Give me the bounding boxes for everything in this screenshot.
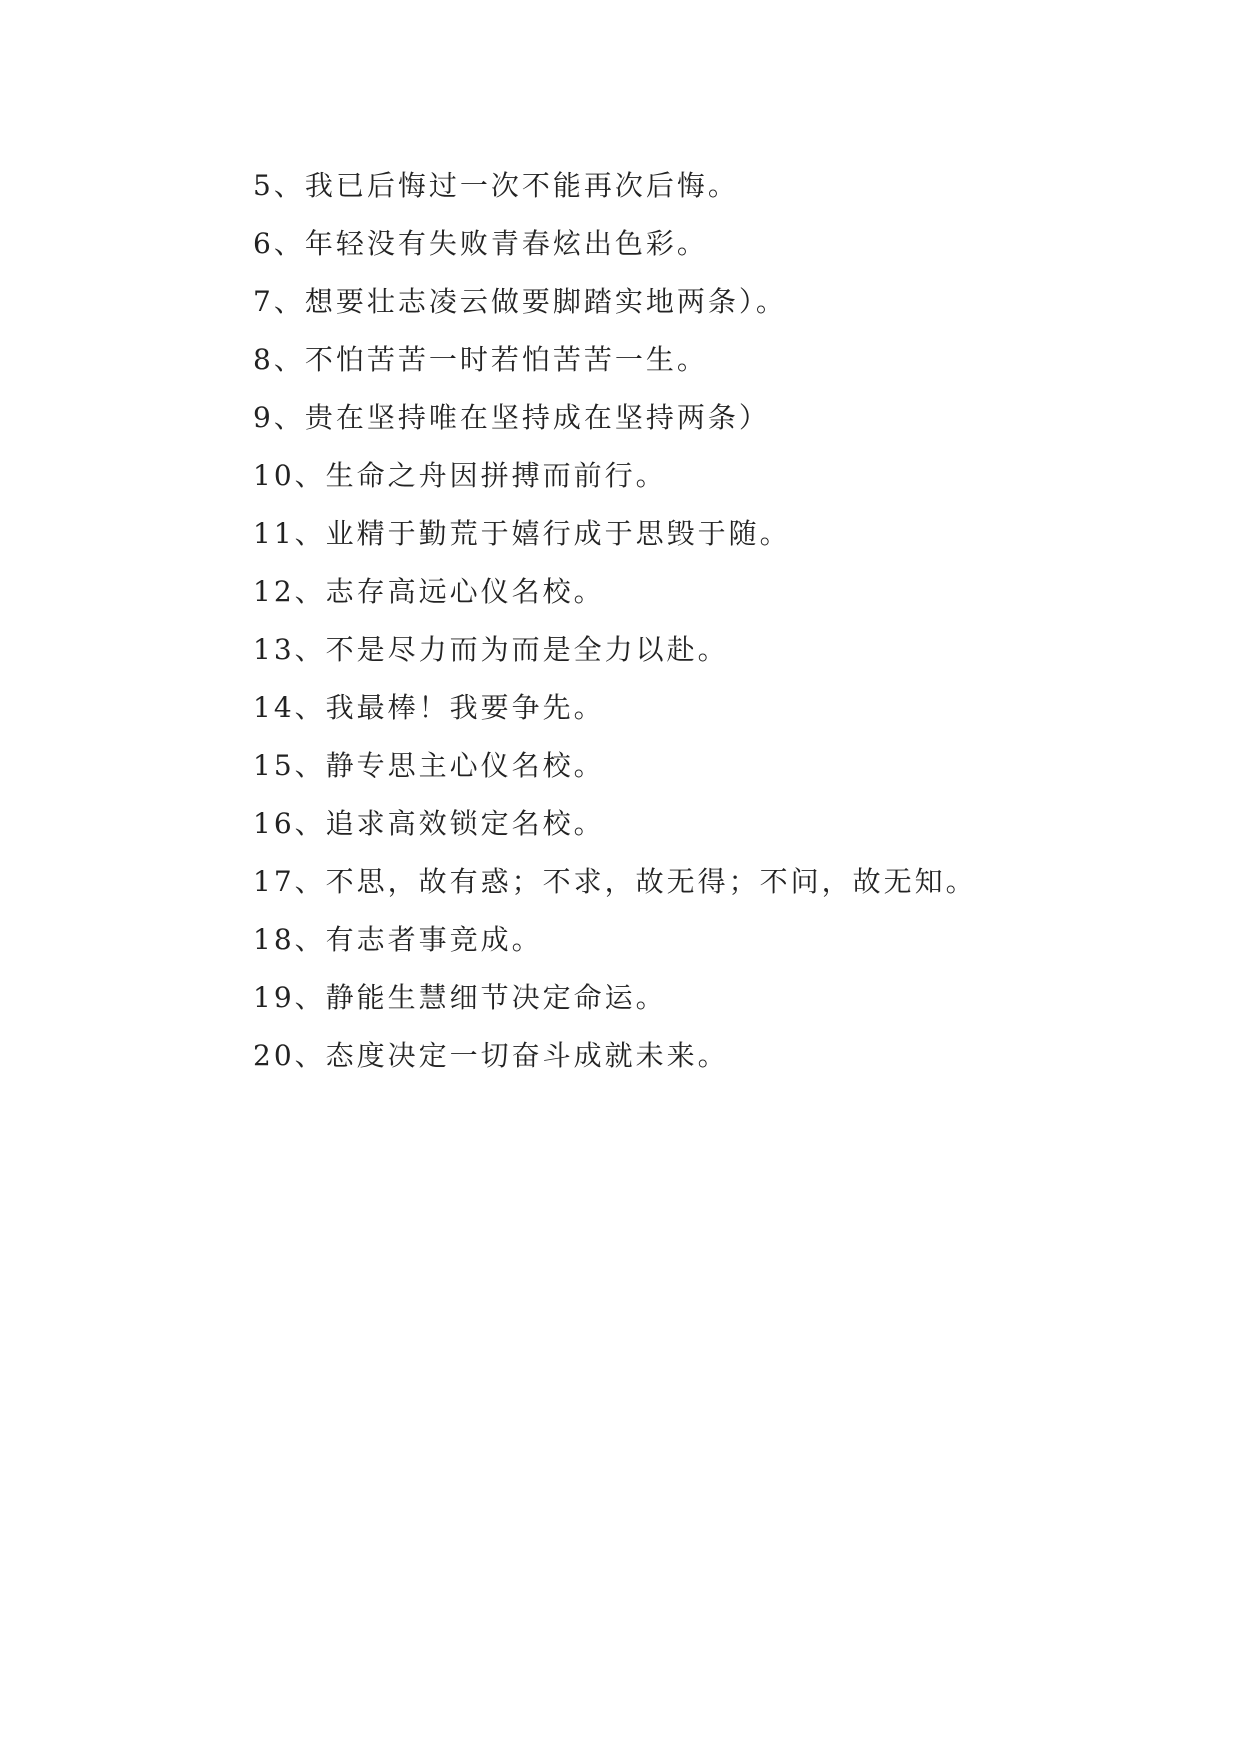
motto-line: 14、我最棒！我要争先。 bbox=[253, 691, 605, 724]
motto-line: 16、追求高效锁定名校。 bbox=[253, 807, 605, 840]
motto-line: 9、贵在坚持唯在坚持成在坚持两条） bbox=[253, 401, 770, 434]
motto-line: 8、不怕苦苦一时若怕苦苦一生。 bbox=[253, 343, 708, 376]
motto-line: 7、想要壮志凌云做要脚踏实地两条）。 bbox=[253, 285, 787, 318]
motto-line: 10、生命之舟因拼搏而前行。 bbox=[253, 459, 667, 492]
motto-line: 18、有志者事竞成。 bbox=[253, 923, 543, 956]
motto-line: 12、志存高远心仪名校。 bbox=[253, 575, 605, 608]
motto-line: 5、我已后悔过一次不能再次后悔。 bbox=[253, 169, 739, 202]
motto-list bbox=[253, 157, 1153, 1085]
motto-line: 17、不思，故有惑；不求，故无得；不问，故无知。 bbox=[253, 865, 977, 898]
motto-line: 11、业精于勤荒于嬉行成于思毁于随。 bbox=[253, 517, 791, 550]
motto-line: 19、静能生慧细节决定命运。 bbox=[253, 981, 667, 1014]
motto-line: 6、年轻没有失败青春炫出色彩。 bbox=[253, 227, 708, 260]
motto-line: 15、静专思主心仪名校。 bbox=[253, 749, 605, 782]
motto-line: 13、不是尽力而为而是全力以赴。 bbox=[253, 633, 729, 666]
motto-line: 20、态度决定一切奋斗成就未来。 bbox=[253, 1039, 729, 1072]
